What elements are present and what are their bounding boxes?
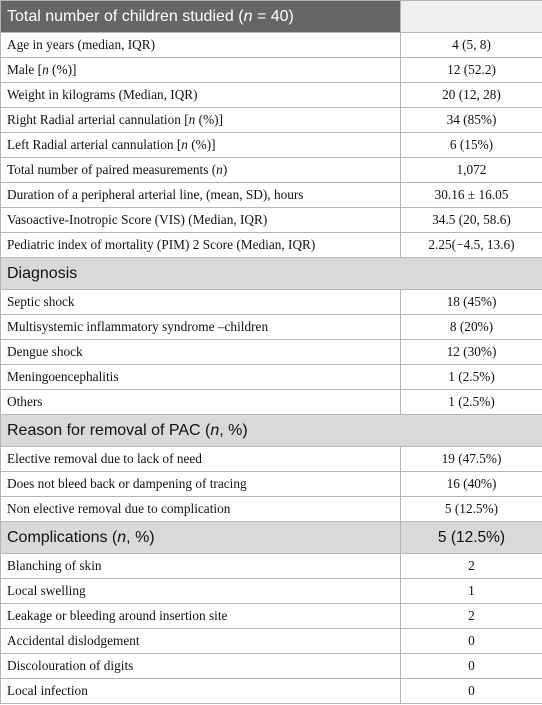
row-value: 8 (20%) [401,315,542,340]
complications-header-row [1,522,542,554]
row-label: Vasoactive-Inotropic Score (VIS) (Median, IQR) [1,208,401,233]
title-value-cell [401,1,542,33]
table-row [1,33,542,58]
row-value: 2.25(−4.5, 13.6) [401,233,542,258]
row-value: 18 (45%) [401,290,542,315]
title-row [1,1,542,33]
table-row [1,497,542,522]
row-value: 0 [401,654,542,679]
diagnosis-header-row [1,258,542,290]
row-value: 12 (52.2) [401,58,542,83]
table-row [1,604,542,629]
row-value: 1 [401,579,542,604]
row-label: Leakage or bleeding around insertion site [1,604,401,629]
row-label: Meningoencephalitis [1,365,401,390]
row-label: Pediatric index of mortality (PIM) 2 Score (Median, IQR) [1,233,401,258]
row-label: Others [1,390,401,415]
row-value: 5 (12.5%) [401,497,542,522]
table-row [1,83,542,108]
row-value: 34 (85%) [401,108,542,133]
removal-header: Reason for removal of PAC (n, %) [1,415,542,447]
complications-total: 5 (12.5%) [401,522,542,554]
table-row [1,472,542,497]
row-label: Elective removal due to lack of need [1,447,401,472]
row-value: 4 (5, 8) [401,33,542,58]
table-row [1,629,542,654]
row-label: Dengue shock [1,340,401,365]
row-label: Multisystemic inflammatory syndrome –children [1,315,401,340]
table-row [1,290,542,315]
row-value: 6 (15%) [401,133,542,158]
row-label: Age in years (median, IQR) [1,33,401,58]
row-value: 19 (47.5%) [401,447,542,472]
table-row [1,315,542,340]
row-label: Local swelling [1,579,401,604]
row-value: 20 (12, 28) [401,83,542,108]
row-label: Septic shock [1,290,401,315]
table-row [1,679,542,704]
row-label: Right Radial arterial cannulation [n (%)] [1,108,401,133]
diagnosis-header: Diagnosis [1,258,542,290]
row-label: Left Radial arterial cannulation [n (%)] [1,133,401,158]
table-row [1,390,542,415]
table-row [1,447,542,472]
row-value: 12 (30%) [401,340,542,365]
table-row [1,233,542,258]
row-value: 1,072 [401,158,542,183]
row-value: 16 (40%) [401,472,542,497]
table-row [1,365,542,390]
row-value: 30.16 ± 16.05 [401,183,542,208]
complications-header: Complications (n, %) [1,522,401,554]
table-row [1,654,542,679]
row-value: 34.5 (20, 58.6) [401,208,542,233]
row-value: 0 [401,629,542,654]
row-label: Duration of a peripheral arterial line, (mean, SD), hours [1,183,401,208]
row-label: Discolouration of digits [1,654,401,679]
row-value: 1 (2.5%) [401,365,542,390]
row-label: Male [n (%)] [1,58,401,83]
table-row [1,579,542,604]
row-label: Accidental dislodgement [1,629,401,654]
row-label: Non elective removal due to complication [1,497,401,522]
table-row [1,208,542,233]
row-value: 2 [401,604,542,629]
table-row [1,158,542,183]
title-cell: Total number of children studied (n = 40) [1,1,401,33]
row-label: Does not bleed back or dampening of tracing [1,472,401,497]
table-row [1,58,542,83]
row-label: Local infection [1,679,401,704]
row-value: 1 (2.5%) [401,390,542,415]
removal-header-row [1,415,542,447]
table-row [1,183,542,208]
row-value: 0 [401,679,542,704]
row-label: Weight in kilograms (Median, IQR) [1,83,401,108]
row-value: 2 [401,554,542,579]
table-row [1,108,542,133]
row-label: Blanching of skin [1,554,401,579]
table-row [1,133,542,158]
table-row [1,340,542,365]
row-label: Total number of paired measurements (n) [1,158,401,183]
table-row [1,554,542,579]
